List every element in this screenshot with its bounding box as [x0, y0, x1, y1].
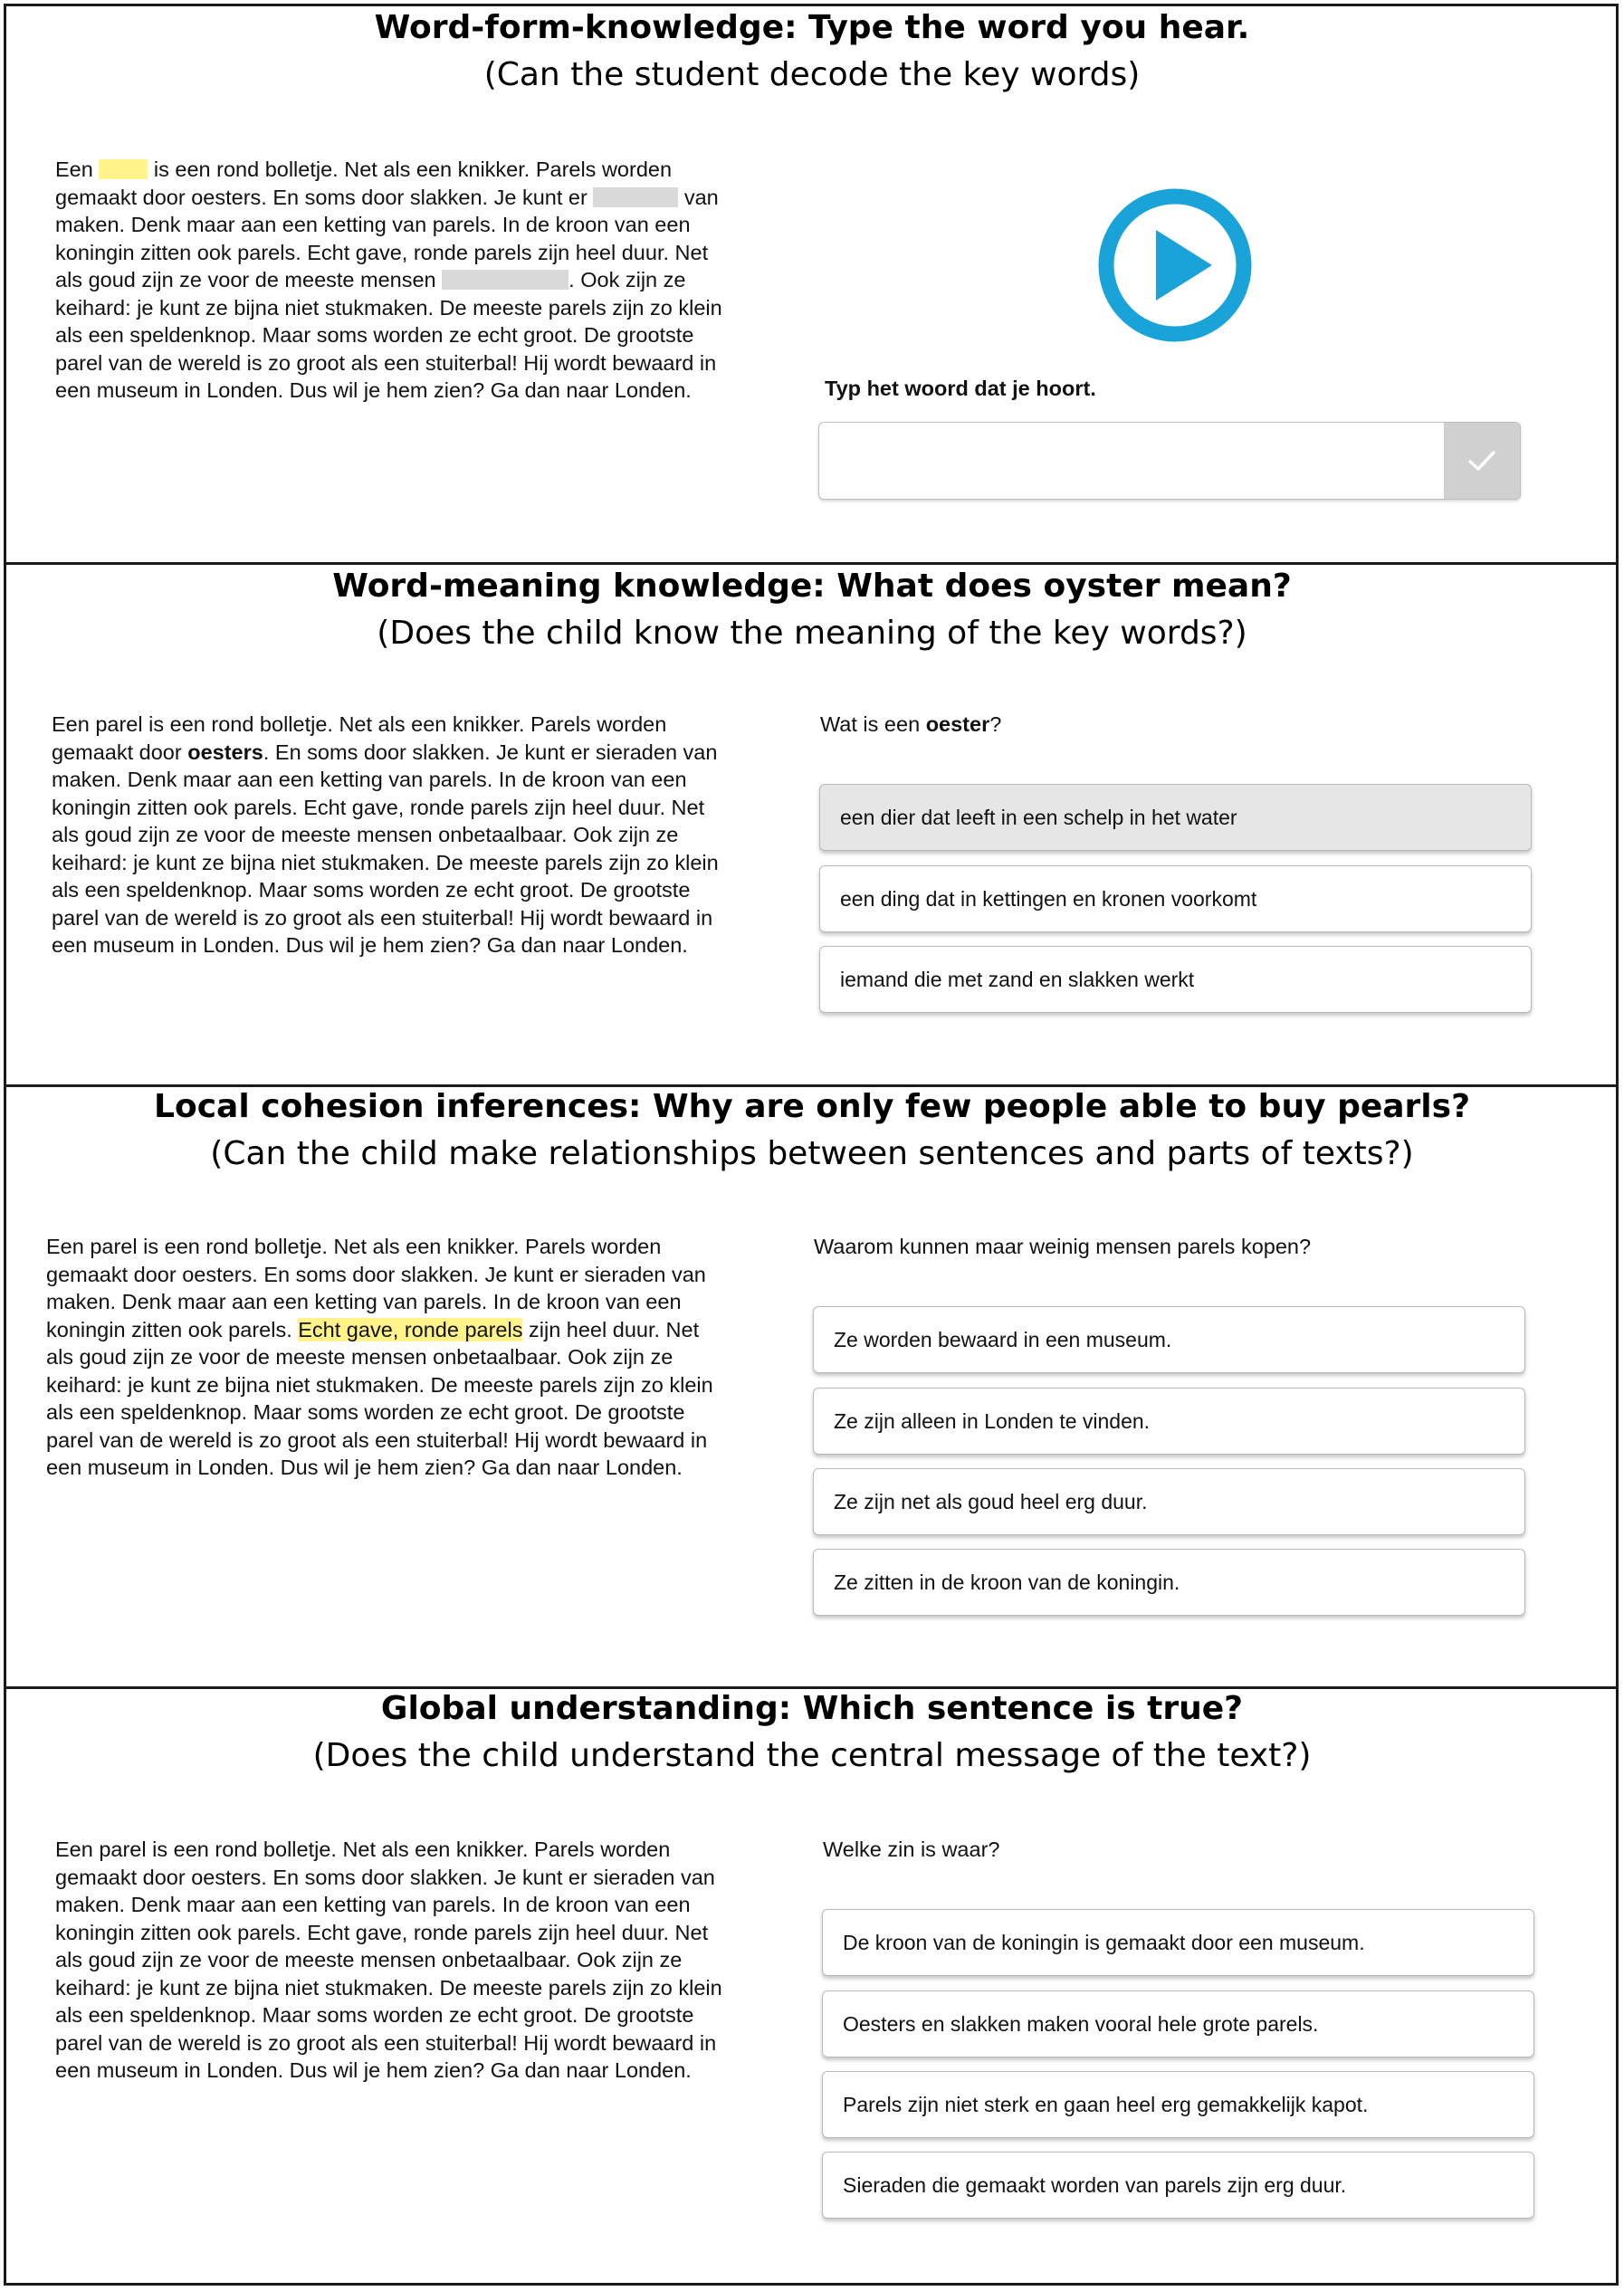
passage-text: gemaakt door [52, 740, 182, 764]
play-icon [1096, 186, 1254, 344]
passage-text: maken. Denk maar aan een ketting van parels. In de kroon van een [52, 768, 687, 791]
answer-field[interactable] [818, 422, 1521, 500]
section-3-question: Waarom kunnen maar weinig mensen parels kopen? [814, 1235, 1312, 1258]
section-2-passage [52, 711, 767, 959]
passage-text: Een parel is een rond bolletje. Net als een knikker. Parels worden [52, 712, 667, 736]
passage-text: als een speldenknop. Maar soms worden ze echt groot. De grootste [52, 878, 691, 902]
section-4-passage [55, 1836, 770, 2085]
passage-text: parel van de wereld is zo groot als een stuiterbal! Hij wordt bewaard in [52, 905, 713, 930]
passage-text: van [683, 185, 719, 209]
passage-text: een museum in Londen. Dus wil je hem zien? Ga dan naar Londen. [52, 933, 688, 957]
type-prompt: Typ het woord dat je hoort. [825, 377, 1096, 400]
passage-text: als goud zijn ze voor de meeste mensen onbetaalbaar. Ook zijn ze [52, 823, 679, 846]
passage-text: keihard: je kunt ze bijna niet stukmaken. De meeste parels zijn zo klein [46, 1372, 713, 1397]
option-2[interactable]: een ding dat in kettingen en kronen voorkomt [819, 865, 1532, 932]
passage-text: zijn heel duur. Net [529, 1317, 700, 1341]
passage-text: als goud zijn ze voor de meeste mensen onbetaalbaar. Ook zijn ze [55, 1948, 683, 1971]
option-1[interactable]: Ze worden bewaard in een museum. [813, 1306, 1525, 1373]
passage-text: koningin zitten ook parels. Echt gave, ronde parels zijn heel duur. Net [55, 1920, 709, 1944]
play-button[interactable] [1096, 186, 1254, 344]
passage-text: koningin zitten ook parels. [46, 1317, 292, 1341]
passage-text: Een parel is een rond bolletje. Net als een knikker. Parels worden [55, 1838, 671, 1861]
gray-blank [593, 187, 678, 207]
section-3-passage [46, 1233, 761, 1482]
passage-text: als een speldenknop. Maar soms worden ze echt groot. De grootste [55, 323, 694, 347]
option-4[interactable]: Ze zitten in de kroon van de koningin. [813, 1549, 1525, 1616]
passage-text: is een rond bolletje. Net als een knikker. Parels worden [153, 158, 673, 181]
passage-text: keihard: je kunt ze bijna niet stukmaken. De meeste parels zijn zo klein [55, 295, 722, 320]
passage-text: maken. Denk maar aan een ketting van parels. In de kroon van een [46, 1290, 682, 1313]
highlighted-phrase: Echt gave, ronde parels [298, 1317, 523, 1341]
passage-text: keihard: je kunt ze bijna niet stukmaken. De meeste parels zijn zo klein [52, 850, 719, 874]
passage-text: maken. Denk maar aan een ketting van parels. In de kroon van een [55, 213, 691, 236]
section-4-question: Welke zin is waar? [823, 1838, 1000, 1861]
section-3-title: Local cohesion inferences: Why are only few people able to buy pearls? [154, 1088, 1470, 1125]
passage-text: een museum in Londen. Dus wil je hem zien? Ga dan naar Londen. [46, 1456, 683, 1479]
passage-text: een museum in Londen. Dus wil je hem zien? Ga dan naar Londen. [55, 378, 692, 402]
word-input[interactable] [821, 425, 1442, 497]
check-icon [1466, 448, 1497, 473]
section-divider [4, 1686, 1619, 1689]
section-2-subtitle: (Does the child know the meaning of the key words?) [377, 615, 1247, 652]
section-1-subtitle: (Can the student decode the key words) [483, 56, 1141, 93]
submit-button[interactable] [1444, 423, 1520, 499]
section-divider [4, 1084, 1619, 1087]
gray-blank [442, 270, 568, 290]
section-1-passage [55, 156, 770, 405]
option-3[interactable]: Parels zijn niet sterk en gaan heel erg gemakkelijk kapot. [822, 2071, 1534, 2138]
option-3[interactable]: iemand die met zand en slakken werkt [819, 946, 1532, 1013]
option-2[interactable]: Oesters en slakken maken vooral hele grote parels. [822, 1990, 1534, 2057]
option-2[interactable]: Ze zijn alleen in Londen te vinden. [813, 1388, 1525, 1455]
section-2-title: Word-meaning knowledge: What does oyster mean? [332, 568, 1292, 605]
passage-text: maken. Denk maar aan een ketting van parels. In de kroon van een [55, 1893, 691, 1916]
passage-text: als goud zijn ze voor de meeste mensen onbetaalbaar. Ook zijn ze [46, 1345, 673, 1369]
yellow-blank [99, 159, 148, 179]
section-divider [4, 562, 1619, 565]
passage-text: als goud zijn ze voor de meeste mensen [55, 268, 436, 291]
option-1[interactable]: De kroon van de koningin is gemaakt door een museum. [822, 1909, 1534, 1976]
option-1[interactable]: een dier dat leeft in een schelp in het water [819, 784, 1532, 851]
passage-text: Een [55, 158, 93, 181]
passage-text: koningin zitten ook parels. Echt gave, ronde parels zijn heel duur. Net [55, 240, 709, 264]
section-2-question: Wat is een oester? [820, 712, 1002, 736]
section-1-title: Word-form-knowledge: Type the word you hear. [374, 9, 1250, 46]
passage-text: . En soms door slakken. Je kunt er sieraden van [263, 740, 718, 764]
passage-text: Een parel is een rond bolletje. Net als een knikker. Parels worden [46, 1235, 662, 1258]
passage-text: als een speldenknop. Maar soms worden ze echt groot. De grootste [55, 2003, 694, 2027]
option-4[interactable]: Sieraden die gemaakt worden van parels zijn erg duur. [822, 2152, 1534, 2219]
passage-text: als een speldenknop. Maar soms worden ze echt groot. De grootste [46, 1400, 685, 1424]
passage-text: koningin zitten ook parels. Echt gave, ronde parels zijn heel duur. Net [52, 795, 705, 819]
passage-text: keihard: je kunt ze bijna niet stukmaken. De meeste parels zijn zo klein [55, 1975, 722, 2000]
passage-text: een museum in Londen. Dus wil je hem zien? Ga dan naar Londen. [55, 2058, 692, 2082]
option-3[interactable]: Ze zijn net als goud heel erg duur. [813, 1468, 1525, 1535]
section-3-subtitle: (Can the child make relationships between sentences and parts of texts?) [210, 1135, 1414, 1172]
passage-text: parel van de wereld is zo groot als een stuiterbal! Hij wordt bewaard in [46, 1427, 708, 1452]
passage-text: parel van de wereld is zo groot als een stuiterbal! Hij wordt bewaard in [55, 2030, 717, 2055]
section-4-title: Global understanding: Which sentence is true? [380, 1690, 1244, 1727]
keyword-oesters: oesters [187, 740, 263, 764]
passage-text: . Ook zijn ze [568, 268, 686, 291]
section-4-subtitle: (Does the child understand the central message of the text?) [312, 1737, 1312, 1774]
passage-text: gemaakt door oesters. En soms door slakken. Je kunt er [55, 185, 588, 209]
passage-text: parel van de wereld is zo groot als een stuiterbal! Hij wordt bewaard in [55, 350, 717, 375]
passage-text: gemaakt door oesters. En soms door slakken. Je kunt er sieraden van [55, 1865, 715, 1889]
passage-text: gemaakt door oesters. En soms door slakken. Je kunt er sieraden van [46, 1262, 706, 1286]
